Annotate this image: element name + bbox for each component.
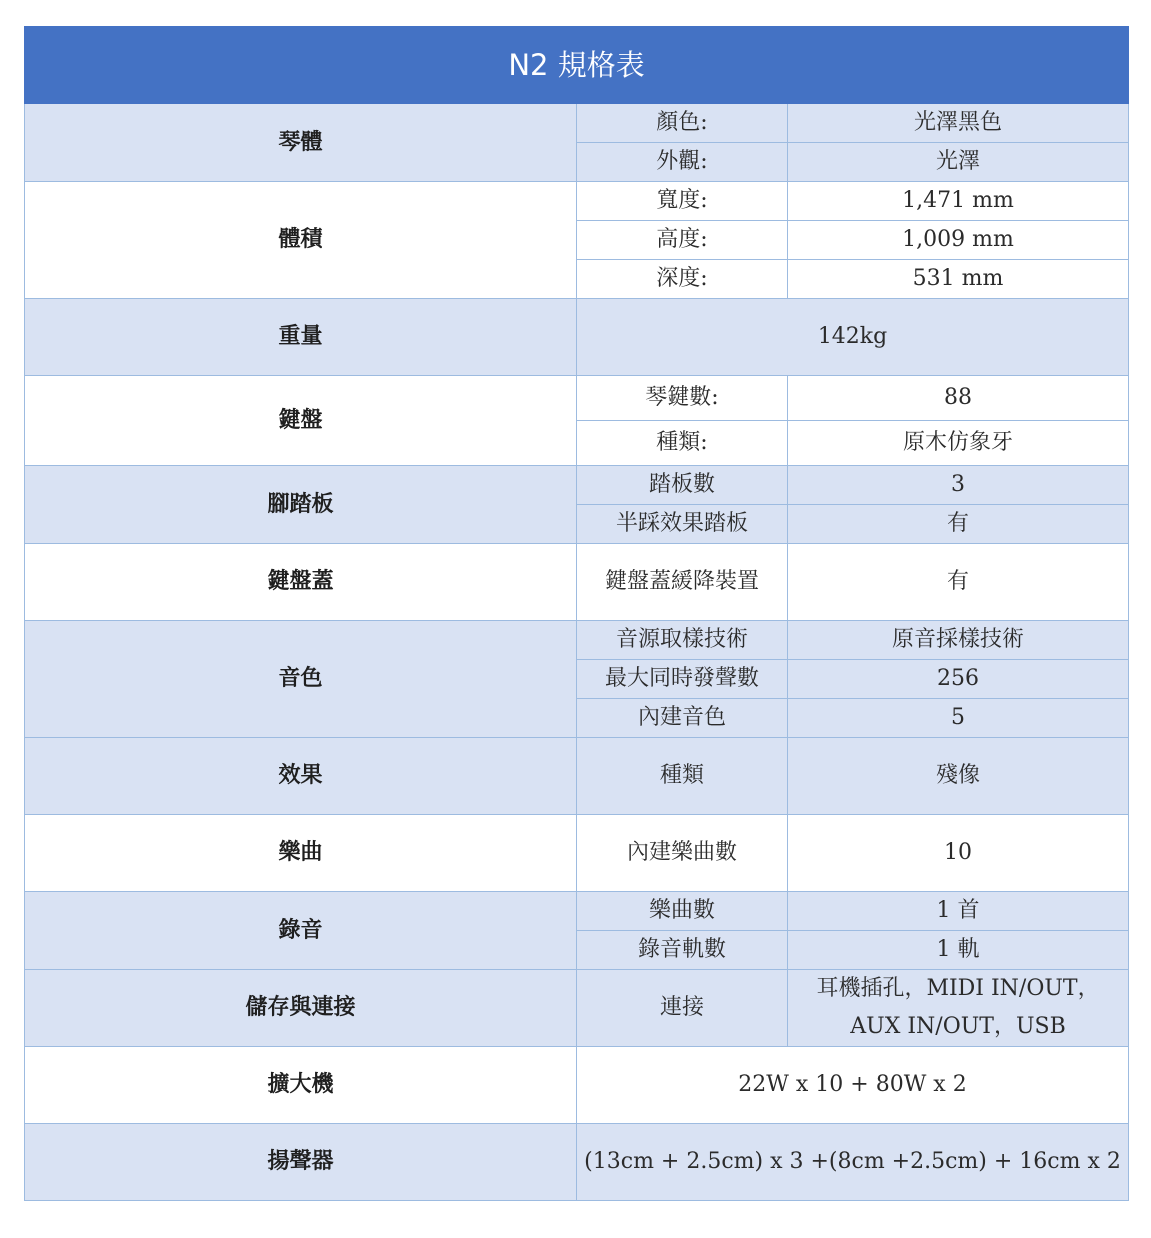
spec-value: 光澤 [788,143,1129,182]
table-row [25,376,1129,421]
spec-label: 深度: [577,260,788,299]
table-row [25,815,1129,892]
spec-value: 有 [788,544,1129,621]
spec-value: 原木仿象牙 [788,421,1129,466]
connectivity-line-1: 耳機插孔，MIDI IN/OUT， [816,976,1100,1001]
spec-value: 22W x 10 + 80W x 2 [577,1047,1129,1124]
spec-value: 1 軌 [788,931,1129,970]
table-row [25,738,1129,815]
spec-label: 內建樂曲數 [577,815,788,892]
spec-label: 顏色: [577,104,788,143]
spec-label: 鍵盤蓋緩降裝置 [577,544,788,621]
spec-value: (13cm + 2.5cm) x 3 +(8cm +2.5cm) + 16cm x 2 [577,1124,1129,1201]
table-row [25,1124,1129,1201]
category-weight: 重量 [25,299,577,376]
spec-value: 光澤黑色 [788,104,1129,143]
spec-label: 高度: [577,221,788,260]
spec-value: 3 [788,466,1129,505]
connectivity-line-2: AUX IN/OUT，USB [850,1014,1066,1039]
category-body: 琴體 [25,104,577,182]
spec-value: 142kg [577,299,1129,376]
spec-label: 半踩效果踏板 [577,505,788,544]
category-recording: 錄音 [25,892,577,970]
spec-label: 音源取樣技術 [577,621,788,660]
category-effects: 效果 [25,738,577,815]
spec-label: 連接 [577,970,788,1047]
table-row [25,1047,1129,1124]
spec-label: 錄音軌數 [577,931,788,970]
category-keyboard: 鍵盤 [25,376,577,466]
table-row [25,466,1129,505]
table-row [25,621,1129,660]
table-row [25,544,1129,621]
spec-label: 寬度: [577,182,788,221]
category-connectivity: 儲存與連接 [25,970,577,1047]
spec-value: 原音採樣技術 [788,621,1129,660]
spec-value: 5 [788,699,1129,738]
spec-label: 種類: [577,421,788,466]
table-row [25,970,1129,1047]
spec-label: 最大同時發聲數 [577,660,788,699]
table-row [25,104,1129,143]
table-title: N2 規格表 [25,27,1129,104]
spec-value [788,970,1129,1047]
spec-label: 外觀: [577,143,788,182]
category-dimensions: 體積 [25,182,577,299]
spec-value: 有 [788,505,1129,544]
spec-label: 樂曲數 [577,892,788,931]
spec-value: 88 [788,376,1129,421]
spec-value: 10 [788,815,1129,892]
spec-value: 1,009 mm [788,221,1129,260]
category-amplifier: 擴大機 [25,1047,577,1124]
category-sound: 音色 [25,621,577,738]
spec-value: 1,471 mm [788,182,1129,221]
spec-label: 種類 [577,738,788,815]
spec-label: 內建音色 [577,699,788,738]
category-pedals: 腳踏板 [25,466,577,544]
table-row [25,299,1129,376]
table-row [25,892,1129,931]
spec-value: 256 [788,660,1129,699]
spec-value: 殘像 [788,738,1129,815]
category-lid: 鍵盤蓋 [25,544,577,621]
spec-label: 琴鍵數: [577,376,788,421]
spec-label: 踏板數 [577,466,788,505]
category-songs: 樂曲 [25,815,577,892]
spec-value: 1 首 [788,892,1129,931]
spec-value: 531 mm [788,260,1129,299]
spec-table [24,26,1129,1201]
category-speakers: 揚聲器 [25,1124,577,1201]
table-row [25,182,1129,221]
